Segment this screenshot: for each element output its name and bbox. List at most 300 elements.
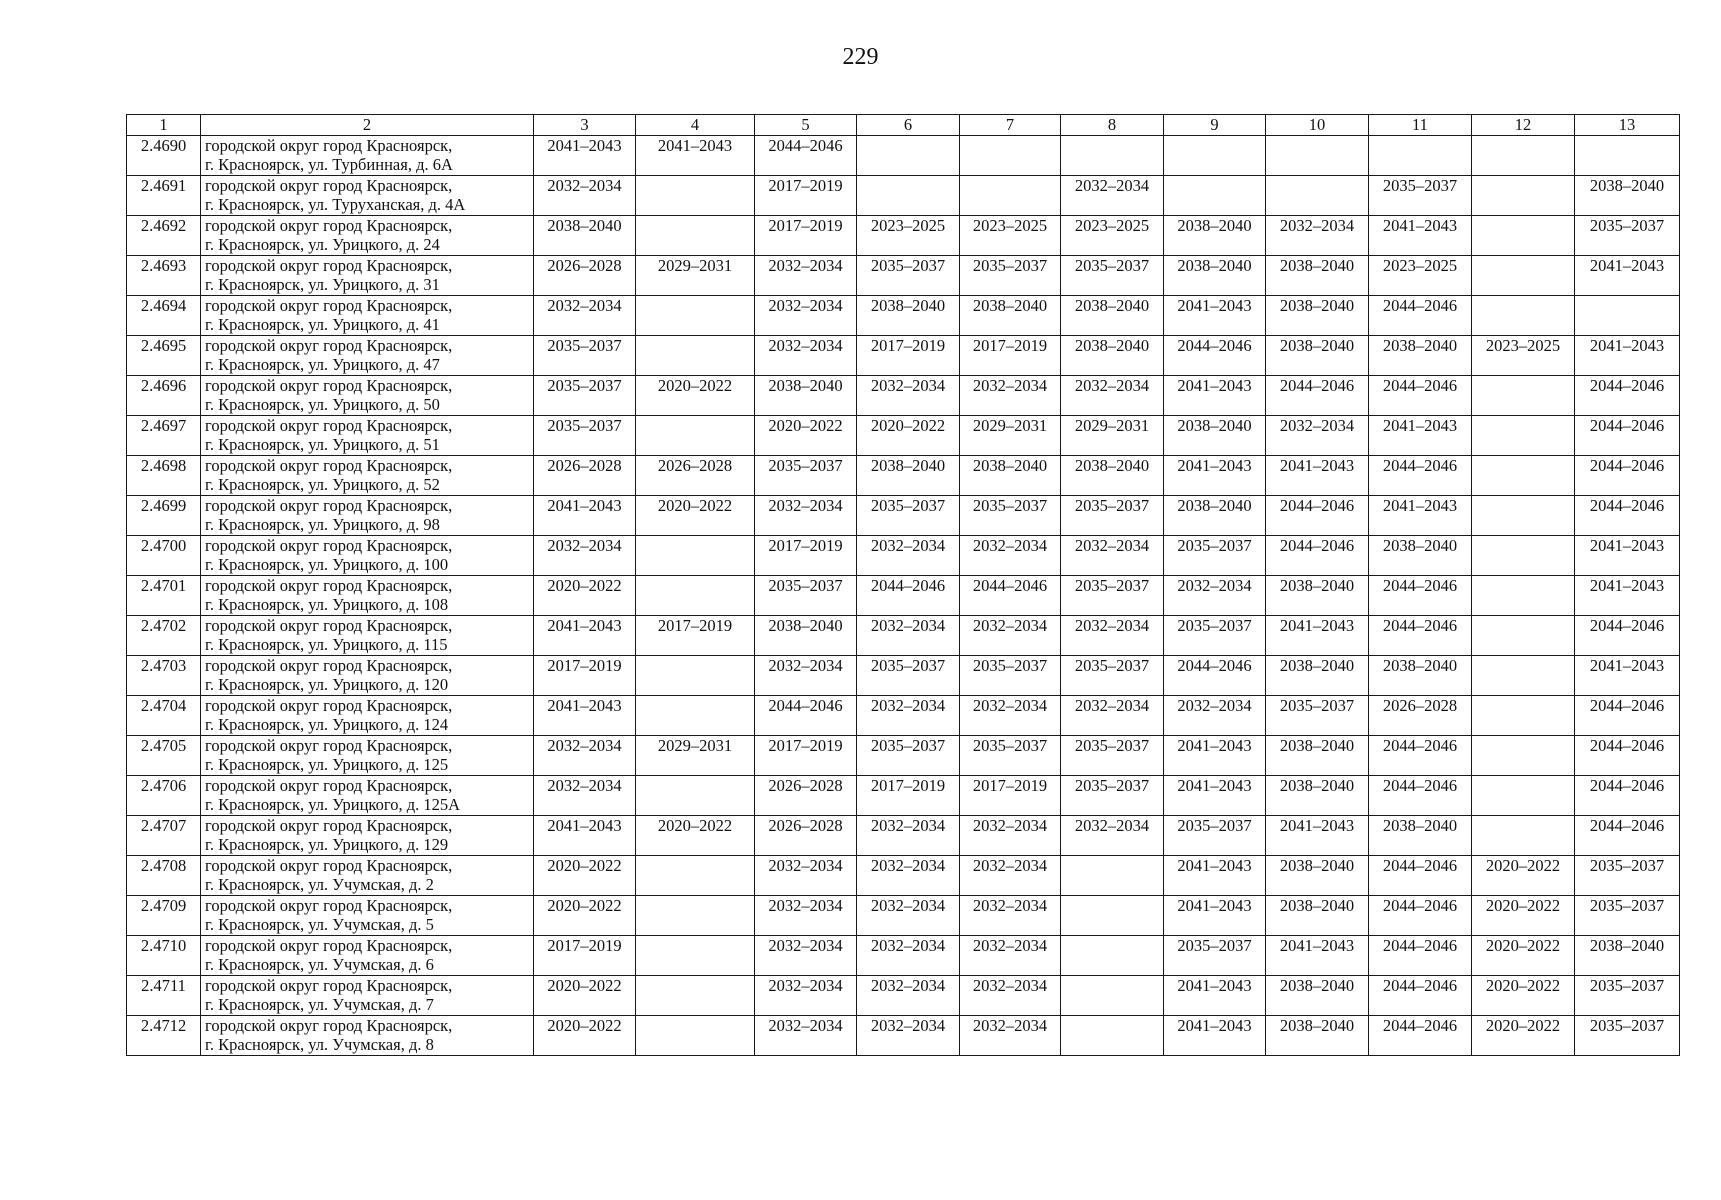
period-cell-col-3: 2020–2022: [534, 976, 636, 1016]
table-row: [127, 536, 1680, 576]
period-cell-col-7: 2032–2034: [960, 816, 1061, 856]
table-row: [127, 336, 1680, 376]
period-cell-col-3: 2032–2034: [534, 296, 636, 336]
period-cell-col-9: 2044–2046: [1164, 336, 1266, 376]
period-cell-col-9: 2041–2043: [1164, 1016, 1266, 1056]
period-cell-col-8: 2032–2034: [1061, 816, 1164, 856]
period-cell-col-11: 2038–2040: [1369, 656, 1472, 696]
table-row: [127, 816, 1680, 856]
row-number: 2.4691: [127, 176, 201, 216]
period-cell-col-9: 2038–2040: [1164, 416, 1266, 456]
period-cell-col-13: 2044–2046: [1575, 696, 1680, 736]
address-line-1: городской округ город Красноярск,: [205, 696, 453, 715]
period-cell-col-6: 2032–2034: [857, 616, 960, 656]
period-cell-col-8: 2035–2037: [1061, 256, 1164, 296]
address-cell: [201, 536, 534, 576]
row-number: 2.4703: [127, 656, 201, 696]
address-line-2: г. Красноярск, ул. Турбинная, д. 6А: [205, 155, 453, 174]
period-cell-col-9: 2044–2046: [1164, 656, 1266, 696]
period-cell-col-13: 2038–2040: [1575, 936, 1680, 976]
address-cell: [201, 656, 534, 696]
period-cell-col-3: 2017–2019: [534, 936, 636, 976]
address-line-1: городской округ город Красноярск,: [205, 416, 453, 435]
period-cell-col-4: [636, 576, 755, 616]
period-cell-col-4: [636, 656, 755, 696]
period-cell-col-8: 2035–2037: [1061, 496, 1164, 536]
row-number: 2.4693: [127, 256, 201, 296]
address-line-2: г. Красноярск, ул. Урицкого, д. 51: [205, 435, 440, 454]
period-cell-col-10: 2041–2043: [1266, 616, 1369, 656]
period-cell-col-4: [636, 1016, 755, 1056]
period-cell-col-10: 2044–2046: [1266, 536, 1369, 576]
period-cell-col-6: 2035–2037: [857, 736, 960, 776]
period-cell-col-10: 2038–2040: [1266, 976, 1369, 1016]
period-cell-col-7: 2017–2019: [960, 776, 1061, 816]
table-row: [127, 176, 1680, 216]
period-cell-col-7: 2032–2034: [960, 376, 1061, 416]
column-header-11: 11: [1369, 115, 1472, 136]
address-line-2: г. Красноярск, ул. Учумская, д. 6: [205, 955, 434, 974]
row-number: 2.4698: [127, 456, 201, 496]
period-cell-col-9: 2035–2037: [1164, 616, 1266, 656]
period-cell-col-10: 2041–2043: [1266, 456, 1369, 496]
period-cell-col-12: 2023–2025: [1472, 336, 1575, 376]
period-cell-col-4: [636, 176, 755, 216]
period-cell-col-8: 2035–2037: [1061, 656, 1164, 696]
period-cell-col-11: 2041–2043: [1369, 416, 1472, 456]
header-row: [127, 115, 1680, 136]
period-cell-col-11: 2044–2046: [1369, 776, 1472, 816]
period-cell-col-11: 2044–2046: [1369, 456, 1472, 496]
period-cell-col-13: 2044–2046: [1575, 816, 1680, 856]
period-cell-col-8: [1061, 1016, 1164, 1056]
table-row: [127, 696, 1680, 736]
address-line-2: г. Красноярск, ул. Урицкого, д. 100: [205, 555, 449, 574]
row-number: 2.4710: [127, 936, 201, 976]
column-header-6: 6: [857, 115, 960, 136]
row-number: 2.4700: [127, 536, 201, 576]
period-cell-col-4: 2017–2019: [636, 616, 755, 656]
period-cell-col-11: 2044–2046: [1369, 1016, 1472, 1056]
column-header-8: 8: [1061, 115, 1164, 136]
period-cell-col-9: 2041–2043: [1164, 976, 1266, 1016]
period-cell-col-9: 2041–2043: [1164, 296, 1266, 336]
period-cell-col-4: [636, 856, 755, 896]
period-cell-col-6: 2032–2034: [857, 536, 960, 576]
period-cell-col-3: 2041–2043: [534, 496, 636, 536]
period-cell-col-12: [1472, 136, 1575, 176]
row-number: 2.4712: [127, 1016, 201, 1056]
period-cell-col-11: 2038–2040: [1369, 336, 1472, 376]
address-line-1: городской округ город Красноярск,: [205, 296, 453, 315]
period-cell-col-4: 2029–2031: [636, 256, 755, 296]
period-cell-col-9: [1164, 176, 1266, 216]
period-cell-col-6: 2032–2034: [857, 816, 960, 856]
row-number: 2.4697: [127, 416, 201, 456]
period-cell-col-10: 2035–2037: [1266, 696, 1369, 736]
period-cell-col-13: 2041–2043: [1575, 656, 1680, 696]
period-cell-col-5: 2035–2037: [755, 456, 857, 496]
period-cell-col-11: 2044–2046: [1369, 376, 1472, 416]
period-cell-col-5: 2038–2040: [755, 616, 857, 656]
table-row: [127, 776, 1680, 816]
address-line-2: г. Красноярск, ул. Урицкого, д. 125А: [205, 795, 461, 814]
period-cell-col-13: 2041–2043: [1575, 536, 1680, 576]
period-cell-col-12: 2020–2022: [1472, 1016, 1575, 1056]
period-cell-col-8: 2032–2034: [1061, 696, 1164, 736]
period-cell-col-7: [960, 176, 1061, 216]
address-line-2: г. Красноярск, ул. Учумская, д. 5: [205, 915, 434, 934]
period-cell-col-10: 2038–2040: [1266, 336, 1369, 376]
period-cell-col-8: [1061, 936, 1164, 976]
table-row: [127, 136, 1680, 176]
address-line-2: г. Красноярск, ул. Урицкого, д. 124: [205, 715, 449, 734]
address-line-1: городской округ город Красноярск,: [205, 976, 453, 995]
period-cell-col-10: [1266, 176, 1369, 216]
period-cell-col-8: [1061, 856, 1164, 896]
row-number: 2.4702: [127, 616, 201, 656]
period-cell-col-10: 2044–2046: [1266, 496, 1369, 536]
schedule-table: [126, 114, 1680, 1056]
period-cell-col-11: 2038–2040: [1369, 536, 1472, 576]
period-cell-col-6: 2038–2040: [857, 456, 960, 496]
period-cell-col-9: 2032–2034: [1164, 576, 1266, 616]
period-cell-col-6: 2044–2046: [857, 576, 960, 616]
period-cell-col-12: 2020–2022: [1472, 976, 1575, 1016]
period-cell-col-9: 2041–2043: [1164, 376, 1266, 416]
period-cell-col-12: [1472, 536, 1575, 576]
period-cell-col-5: 2032–2034: [755, 1016, 857, 1056]
address-line-2: г. Красноярск, ул. Туруханская, д. 4А: [205, 195, 466, 214]
row-number: 2.4711: [127, 976, 201, 1016]
address-cell: [201, 816, 534, 856]
table-row: [127, 1016, 1680, 1056]
period-cell-col-11: 2044–2046: [1369, 576, 1472, 616]
address-line-1: городской округ город Красноярск,: [205, 816, 453, 835]
period-cell-col-5: 2032–2034: [755, 336, 857, 376]
period-cell-col-4: [636, 896, 755, 936]
period-cell-col-12: [1472, 256, 1575, 296]
address-line-1: городской округ город Красноярск,: [205, 536, 453, 555]
period-cell-col-7: 2032–2034: [960, 536, 1061, 576]
period-cell-col-6: 2017–2019: [857, 336, 960, 376]
period-cell-col-5: 2032–2034: [755, 496, 857, 536]
address-cell: [201, 856, 534, 896]
period-cell-col-13: 2044–2046: [1575, 456, 1680, 496]
address-line-1: городской округ город Красноярск,: [205, 176, 453, 195]
period-cell-col-12: 2020–2022: [1472, 936, 1575, 976]
period-cell-col-4: 2020–2022: [636, 816, 755, 856]
period-cell-col-4: [636, 696, 755, 736]
period-cell-col-11: 2044–2046: [1369, 896, 1472, 936]
row-number: 2.4694: [127, 296, 201, 336]
period-cell-col-4: [636, 416, 755, 456]
period-cell-col-3: 2020–2022: [534, 576, 636, 616]
period-cell-col-7: 2017–2019: [960, 336, 1061, 376]
period-cell-col-7: 2035–2037: [960, 496, 1061, 536]
period-cell-col-7: 2032–2034: [960, 1016, 1061, 1056]
address-cell: [201, 376, 534, 416]
period-cell-col-5: 2035–2037: [755, 576, 857, 616]
period-cell-col-7: 2029–2031: [960, 416, 1061, 456]
period-cell-col-3: 2020–2022: [534, 896, 636, 936]
period-cell-col-6: 2020–2022: [857, 416, 960, 456]
period-cell-col-6: 2032–2034: [857, 376, 960, 416]
period-cell-col-12: [1472, 736, 1575, 776]
table-row: [127, 936, 1680, 976]
address-line-1: городской округ город Красноярск,: [205, 776, 453, 795]
period-cell-col-12: [1472, 376, 1575, 416]
period-cell-col-13: 2044–2046: [1575, 736, 1680, 776]
period-cell-col-8: [1061, 136, 1164, 176]
period-cell-col-10: 2041–2043: [1266, 816, 1369, 856]
period-cell-col-3: 2041–2043: [534, 696, 636, 736]
period-cell-col-13: 2035–2037: [1575, 1016, 1680, 1056]
period-cell-col-8: 2038–2040: [1061, 336, 1164, 376]
period-cell-col-12: [1472, 616, 1575, 656]
period-cell-col-9: 2035–2037: [1164, 936, 1266, 976]
period-cell-col-5: 2017–2019: [755, 536, 857, 576]
period-cell-col-3: 2032–2034: [534, 776, 636, 816]
period-cell-col-3: 2020–2022: [534, 1016, 636, 1056]
address-line-1: городской округ город Красноярск,: [205, 576, 453, 595]
period-cell-col-3: 2026–2028: [534, 256, 636, 296]
period-cell-col-3: 2032–2034: [534, 536, 636, 576]
address-cell: [201, 496, 534, 536]
period-cell-col-12: [1472, 656, 1575, 696]
period-cell-col-12: [1472, 216, 1575, 256]
address-line-2: г. Красноярск, ул. Урицкого, д. 125: [205, 755, 449, 774]
period-cell-col-3: 2017–2019: [534, 656, 636, 696]
address-cell: [201, 976, 534, 1016]
table-body: [127, 136, 1680, 1056]
period-cell-col-7: 2044–2046: [960, 576, 1061, 616]
address-line-1: городской округ город Красноярск,: [205, 896, 453, 915]
period-cell-col-7: 2035–2037: [960, 256, 1061, 296]
period-cell-col-5: 2020–2022: [755, 416, 857, 456]
period-cell-col-9: 2035–2037: [1164, 816, 1266, 856]
period-cell-col-6: 2017–2019: [857, 776, 960, 816]
period-cell-col-13: [1575, 296, 1680, 336]
address-cell: [201, 256, 534, 296]
period-cell-col-8: [1061, 896, 1164, 936]
address-cell: [201, 776, 534, 816]
period-cell-col-7: 2032–2034: [960, 976, 1061, 1016]
period-cell-col-5: 2044–2046: [755, 696, 857, 736]
period-cell-col-12: [1472, 776, 1575, 816]
table-row: [127, 456, 1680, 496]
address-line-2: г. Красноярск, ул. Учумская, д. 2: [205, 875, 434, 894]
period-cell-col-12: [1472, 176, 1575, 216]
period-cell-col-13: 2041–2043: [1575, 576, 1680, 616]
period-cell-col-13: 2044–2046: [1575, 616, 1680, 656]
address-cell: [201, 336, 534, 376]
period-cell-col-11: 2044–2046: [1369, 616, 1472, 656]
period-cell-col-12: [1472, 696, 1575, 736]
row-number: 2.4707: [127, 816, 201, 856]
period-cell-col-6: 2038–2040: [857, 296, 960, 336]
period-cell-col-10: 2038–2040: [1266, 256, 1369, 296]
table-row: [127, 896, 1680, 936]
period-cell-col-11: 2041–2043: [1369, 496, 1472, 536]
address-line-1: городской округ город Красноярск,: [205, 856, 453, 875]
period-cell-col-8: [1061, 976, 1164, 1016]
period-cell-col-3: 2041–2043: [534, 816, 636, 856]
address-cell: [201, 456, 534, 496]
column-header-2: 2: [201, 115, 534, 136]
address-cell: [201, 176, 534, 216]
address-cell: [201, 296, 534, 336]
address-line-2: г. Красноярск, ул. Урицкого, д. 120: [205, 675, 449, 694]
period-cell-col-11: 2038–2040: [1369, 816, 1472, 856]
row-number: 2.4690: [127, 136, 201, 176]
period-cell-col-3: 2032–2034: [534, 736, 636, 776]
period-cell-col-5: 2032–2034: [755, 976, 857, 1016]
period-cell-col-13: 2044–2046: [1575, 776, 1680, 816]
period-cell-col-10: 2038–2040: [1266, 856, 1369, 896]
period-cell-col-7: 2032–2034: [960, 936, 1061, 976]
period-cell-col-3: 2041–2043: [534, 136, 636, 176]
period-cell-col-4: 2041–2043: [636, 136, 755, 176]
period-cell-col-6: [857, 136, 960, 176]
period-cell-col-11: 2044–2046: [1369, 736, 1472, 776]
period-cell-col-11: 2026–2028: [1369, 696, 1472, 736]
period-cell-col-3: 2035–2037: [534, 416, 636, 456]
column-header-9: 9: [1164, 115, 1266, 136]
address-line-1: городской округ город Красноярск,: [205, 496, 453, 515]
period-cell-col-4: [636, 976, 755, 1016]
period-cell-col-7: 2038–2040: [960, 456, 1061, 496]
period-cell-col-5: 2032–2034: [755, 256, 857, 296]
period-cell-col-9: [1164, 136, 1266, 176]
period-cell-col-7: 2032–2034: [960, 696, 1061, 736]
table-row: [127, 736, 1680, 776]
period-cell-col-6: 2035–2037: [857, 656, 960, 696]
period-cell-col-6: 2023–2025: [857, 216, 960, 256]
row-number: 2.4708: [127, 856, 201, 896]
period-cell-col-11: 2044–2046: [1369, 856, 1472, 896]
address-line-2: г. Красноярск, ул. Урицкого, д. 31: [205, 275, 440, 294]
address-line-2: г. Красноярск, ул. Урицкого, д. 50: [205, 395, 440, 414]
period-cell-col-3: 2038–2040: [534, 216, 636, 256]
period-cell-col-11: 2044–2046: [1369, 296, 1472, 336]
period-cell-col-8: 2032–2034: [1061, 536, 1164, 576]
period-cell-col-7: 2035–2037: [960, 736, 1061, 776]
table-row: [127, 216, 1680, 256]
table-row: [127, 976, 1680, 1016]
period-cell-col-13: [1575, 136, 1680, 176]
period-cell-col-7: [960, 136, 1061, 176]
period-cell-col-8: 2023–2025: [1061, 216, 1164, 256]
period-cell-col-10: 2038–2040: [1266, 896, 1369, 936]
period-cell-col-9: 2041–2043: [1164, 456, 1266, 496]
period-cell-col-13: 2041–2043: [1575, 256, 1680, 296]
period-cell-col-12: [1472, 416, 1575, 456]
column-header-3: 3: [534, 115, 636, 136]
period-cell-col-10: 2044–2046: [1266, 376, 1369, 416]
period-cell-col-5: 2017–2019: [755, 736, 857, 776]
table-row: [127, 656, 1680, 696]
period-cell-col-5: 2038–2040: [755, 376, 857, 416]
address-cell: [201, 616, 534, 656]
row-number: 2.4701: [127, 576, 201, 616]
period-cell-col-11: 2044–2046: [1369, 936, 1472, 976]
period-cell-col-8: 2035–2037: [1061, 776, 1164, 816]
row-number: 2.4705: [127, 736, 201, 776]
column-header-7: 7: [960, 115, 1061, 136]
period-cell-col-12: 2020–2022: [1472, 856, 1575, 896]
column-header-10: 10: [1266, 115, 1369, 136]
period-cell-col-3: 2035–2037: [534, 376, 636, 416]
period-cell-col-4: [636, 776, 755, 816]
table-row: [127, 296, 1680, 336]
period-cell-col-12: [1472, 816, 1575, 856]
address-line-1: городской округ город Красноярск,: [205, 216, 453, 235]
period-cell-col-13: 2035–2037: [1575, 896, 1680, 936]
period-cell-col-4: [636, 936, 755, 976]
period-cell-col-3: 2020–2022: [534, 856, 636, 896]
period-cell-col-8: 2032–2034: [1061, 616, 1164, 656]
address-line-1: городской округ город Красноярск,: [205, 136, 453, 155]
period-cell-col-13: 2035–2037: [1575, 976, 1680, 1016]
period-cell-col-5: 2032–2034: [755, 656, 857, 696]
address-line-2: г. Красноярск, ул. Урицкого, д. 41: [205, 315, 440, 334]
address-line-1: городской округ город Красноярск,: [205, 336, 453, 355]
period-cell-col-6: 2032–2034: [857, 976, 960, 1016]
period-cell-col-5: 2032–2034: [755, 296, 857, 336]
period-cell-col-6: 2035–2037: [857, 496, 960, 536]
period-cell-col-10: 2038–2040: [1266, 736, 1369, 776]
period-cell-col-4: [636, 216, 755, 256]
period-cell-col-4: [636, 336, 755, 376]
column-header-13: 13: [1575, 115, 1680, 136]
period-cell-col-10: 2032–2034: [1266, 216, 1369, 256]
address-line-1: городской округ город Красноярск,: [205, 256, 453, 275]
row-number: 2.4704: [127, 696, 201, 736]
period-cell-col-10: 2038–2040: [1266, 1016, 1369, 1056]
period-cell-col-7: 2023–2025: [960, 216, 1061, 256]
address-line-2: г. Красноярск, ул. Урицкого, д. 129: [205, 835, 449, 854]
period-cell-col-7: 2032–2034: [960, 856, 1061, 896]
address-cell: [201, 736, 534, 776]
row-number: 2.4699: [127, 496, 201, 536]
period-cell-col-5: 2032–2034: [755, 896, 857, 936]
column-header-5: 5: [755, 115, 857, 136]
period-cell-col-6: 2035–2037: [857, 256, 960, 296]
period-cell-col-6: 2032–2034: [857, 936, 960, 976]
period-cell-col-9: 2041–2043: [1164, 736, 1266, 776]
column-header-1: 1: [127, 115, 201, 136]
period-cell-col-5: 2026–2028: [755, 776, 857, 816]
period-cell-col-10: 2038–2040: [1266, 576, 1369, 616]
period-cell-col-6: [857, 176, 960, 216]
period-cell-col-5: 2032–2034: [755, 936, 857, 976]
address-cell: [201, 136, 534, 176]
period-cell-col-9: 2035–2037: [1164, 536, 1266, 576]
address-line-1: городской округ город Красноярск,: [205, 376, 453, 395]
period-cell-col-12: [1472, 456, 1575, 496]
table-row: [127, 616, 1680, 656]
address-line-2: г. Красноярск, ул. Урицкого, д. 98: [205, 515, 440, 534]
table-row: [127, 496, 1680, 536]
period-cell-col-12: [1472, 296, 1575, 336]
period-cell-col-13: 2044–2046: [1575, 496, 1680, 536]
period-cell-col-10: 2041–2043: [1266, 936, 1369, 976]
period-cell-col-10: 2032–2034: [1266, 416, 1369, 456]
period-cell-col-8: 2038–2040: [1061, 456, 1164, 496]
period-cell-col-4: [636, 296, 755, 336]
period-cell-col-7: 2035–2037: [960, 656, 1061, 696]
